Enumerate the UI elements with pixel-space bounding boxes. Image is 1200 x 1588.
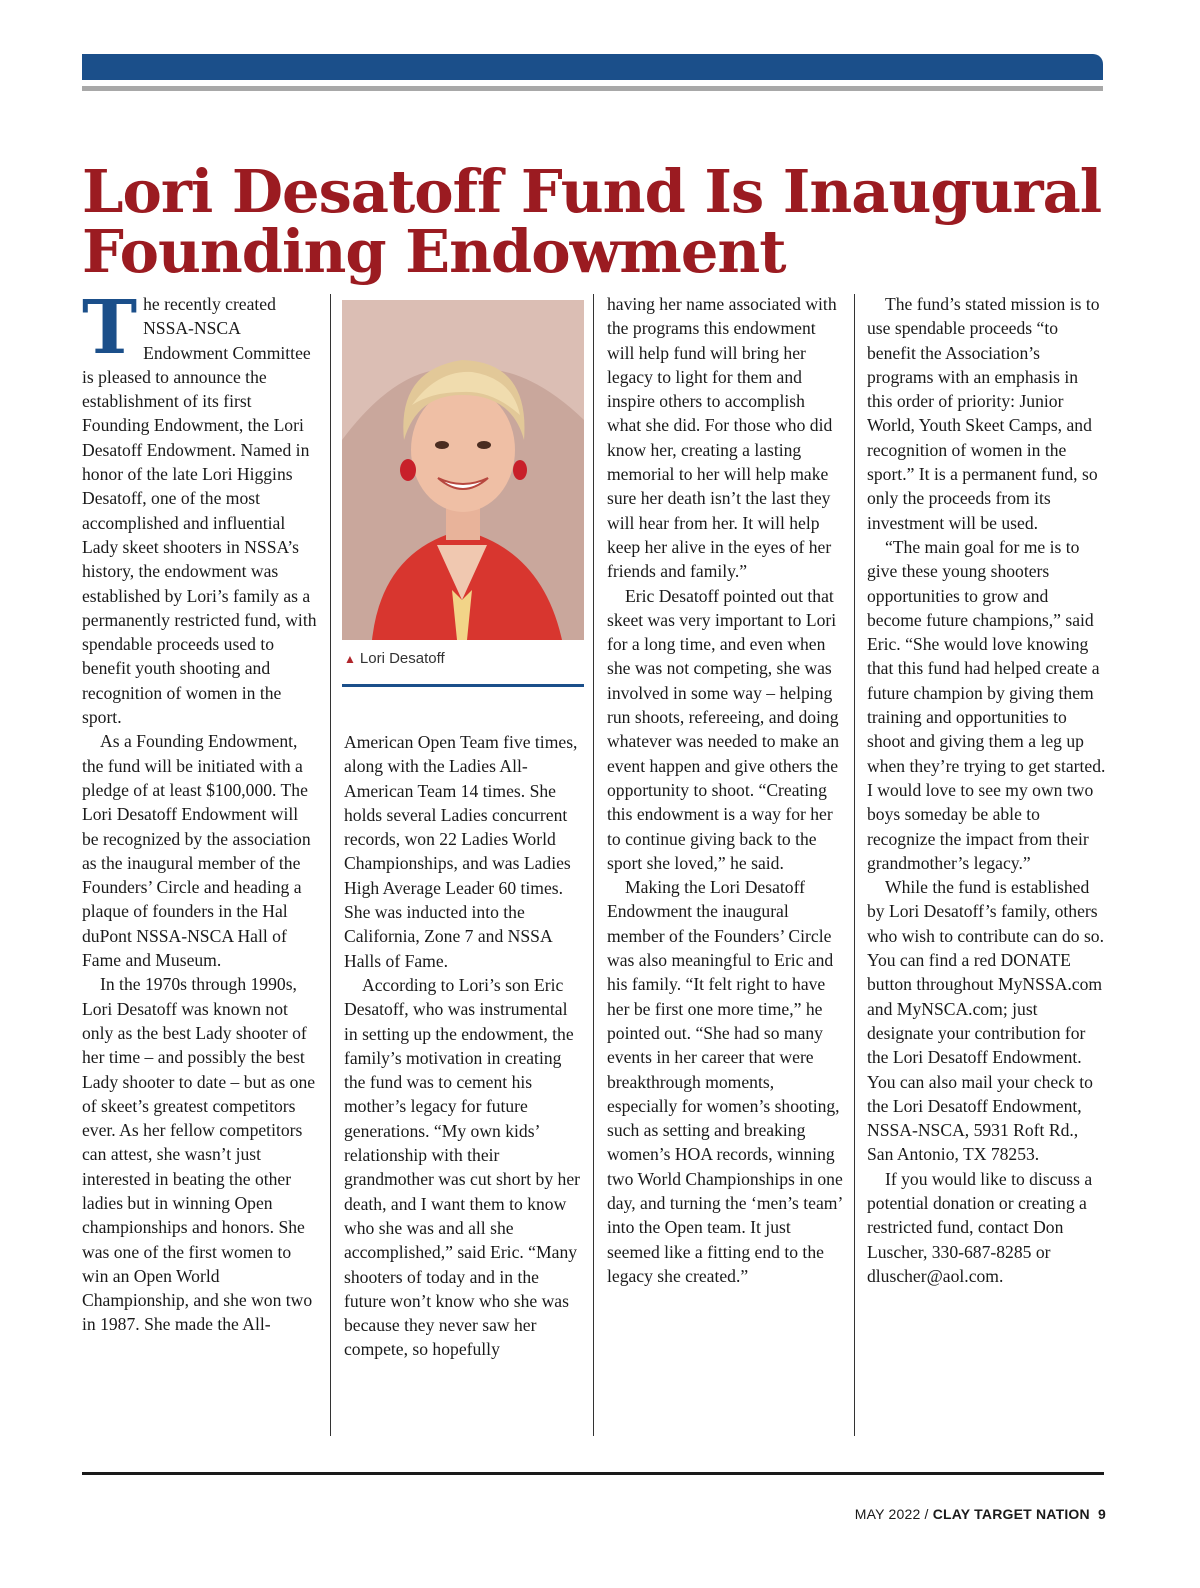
paragraph: The fund’s stated mission is to use spendable proceeds “to benefit the Association’s programs with an emphasis in this order of priority: Junior World, Youth Skeet Camps, and recognition of women in the sport.” It is a permanent fund, so only the proceeds from its investment will be used. [867, 294, 1100, 533]
article-column-2 [344, 730, 580, 1362]
paragraph: American Open Team five times, along with the Ladies All-American Team 14 times. She holds several Ladies concurrent records, won 22 Ladies World Championships, and was Ladies High Average Leader 60 times. She was inducted into the California, Zone 7 and NSSA Halls of Fame. [344, 732, 578, 971]
paragraph: While the fund is established by Lori Desatoff’s family, others who wish to contribute can do so. You can find a red DONATE button throughout MyNSSA.com and MyNSCA.com; just designate your contribution for the Lori Desatoff Endowment. You can also mail your check to the Lori Desatoff Endowment, NSSA-NSCA, 5931 Roft Rd., San Antonio, TX 78253. [867, 877, 1104, 1165]
triangle-icon: ▲ [344, 652, 356, 666]
photo-caption [344, 650, 445, 667]
footer-rule [82, 1472, 1104, 1475]
column-divider [854, 294, 855, 1436]
caption-rule [342, 684, 584, 687]
footer-date: MAY 2022 / [854, 1506, 929, 1522]
paragraph: According to Lori’s son Eric Desatoff, who was instrumental in setting up the endowment, the family’s motivation in creating the fund was to cement his mother’s legacy for future generations. “My own kids’ relationship with their grandmother was cut short by her death, and I want them to know who she was and all she accomplished,” said Eric. “Many shooters of today and in the future won’t know who she was because they never saw her compete, so hopefully [344, 974, 580, 1360]
page-number: 9 [1098, 1506, 1106, 1522]
paragraph: As a Founding Endowment, the fund will be initiated with a pledge of at least $100,000. The Lori Desatoff Endowment will be recognized by the association as the inaugural member of the Founders’ Circle and heading a plaque of founders in the Hal duPont NSSA-NSCA Hall of Fame and Museum. [82, 731, 311, 971]
paragraph: Making the Lori Desatoff Endowment the inaugural member of the Founders’ Circle was also meaningful to Eric and his family. “It felt right to have her be first one more time,” he pointed out. “She had so many events in her career that were breakthrough moments, especially for women’s shooting, such as setting and breaking women’s HOA records, winning two World Championships in one day, and turning the ‘men’s team’ into the Open team. It just seemed like a fitting end to the legacy she created.” [607, 877, 843, 1286]
drop-cap: T [82, 285, 138, 371]
paragraph: Eric Desatoff pointed out that skeet was very important to Lori for a long time, and even when she was not competing, she was involved in some way – helping run shoots, refereeing, and doing whatever was needed to make an event happen and give others the opportunity to shoot. “Creating this endowment is a way for her to continue giving back to the sport she loved,” he said. [607, 585, 840, 873]
caption-text: Lori Desatoff [359, 650, 445, 667]
column-divider [593, 294, 594, 1436]
portrait-photo [342, 300, 584, 640]
header-color-bar [82, 54, 1103, 80]
article-column-4 [867, 292, 1107, 1288]
page-footer [855, 1506, 1106, 1522]
paragraph: If you would like to discuss a potential donation or creating a restricted fund, contact Don Luscher, 330-687-8285 or dluscher@aol.com. [867, 1168, 1093, 1286]
magazine-name: CLAY TARGET NATION [932, 1506, 1090, 1522]
paragraph [82, 285, 318, 729]
article-column-3 [607, 292, 843, 1288]
article-headline: Lori Desatoff Fund Is Inaugural Founding Endowment [82, 157, 1102, 286]
paragraph: having her name associated with the programs this endowment will help fund will bring her legacy to light for them and inspire others to accomplish what she did. For those who did know her, creating a lasting memorial to her will help make sure her death isn’t the last they will hear from her. It will help keep her alive in the eyes of her friends and family.” [607, 294, 837, 582]
paragraph: “The main goal for me is to give these young shooters opportunities to grow and become future champions,” said Eric. “She would love knowing that this fund had helped create a future champion by giving them training and opportunities to shoot and giving them a leg up when they’re trying to get started. I would love to see my own two boys someday be able to recognize the impact from their grandmother’s legacy.” [867, 536, 1106, 873]
paragraph-text: he recently created NSSA-NSCA Endowment Committee is pleased to announce the establishment of its first Founding Endowment, the Lori Desatoff Endowment. Named in honor of the late Lori Higgins Desatoff, one of the most accomplished and influential Lady skeet shooters in NSSA’s history, the endowment was established by Lori’s family as a permanently restricted fund, with spendable proceeds used to benefit youth shooting and recognition of women in the sport. [82, 294, 317, 728]
paragraph: In the 1970s through 1990s, Lori Desatoff was known not only as the best Lady shooter of her time – and possibly the best Lady shooter to date – but as one of skeet’s greatest competitors ever. As her fellow competitors can attest, she wasn’t just interested in beating the other ladies but in winning Open championships and honors. She was one of the first women to win an Open World Championship, and she won two in 1987. She made the All- [82, 974, 316, 1335]
article-column-1 [82, 285, 318, 1337]
header-rule [82, 86, 1103, 91]
column-divider [330, 294, 331, 1436]
